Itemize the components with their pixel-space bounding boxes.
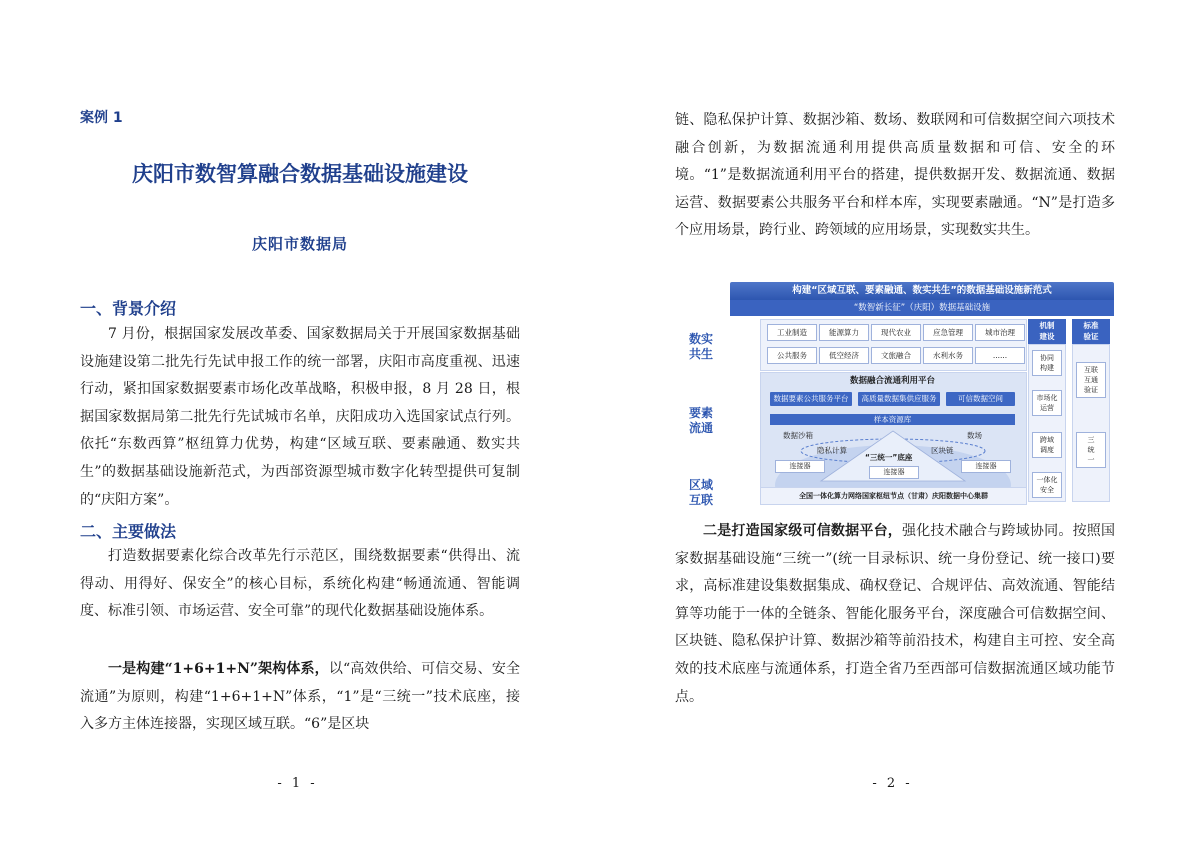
standard-item: 三 统 一	[1076, 432, 1106, 468]
point-one-paragraph	[80, 656, 520, 739]
mechanism-item: 跨域 调度	[1032, 432, 1062, 458]
app-scenario: 城市治理	[975, 324, 1025, 341]
mechanism-item: 一体化 安全	[1032, 472, 1062, 498]
point-one-lead: 一是构建“1+6+1+N”架构体系，	[108, 661, 329, 677]
base-bar: 全国一体化算力网络国家枢纽节点（甘肃）庆阳数据中心集群	[760, 487, 1027, 505]
app-scenario: 应急管理	[923, 324, 973, 341]
app-scenario: 低空经济	[819, 347, 869, 364]
app-scenario: 现代农业	[871, 324, 921, 341]
section-heading-background: 一、背景介绍	[80, 299, 177, 318]
tech-base: “三统一”底座	[865, 453, 913, 462]
architecture-diagram	[675, 282, 1115, 514]
case-label: 案例 1	[80, 110, 123, 126]
point-two-paragraph	[675, 518, 1115, 711]
layer-label-circulation: 要素 流通	[688, 406, 713, 435]
column-header-mechanism: 机制 建设	[1028, 319, 1066, 344]
connector-box: 连接器	[961, 460, 1011, 473]
document-title: 庆阳市数智算融合数据基础设施建设	[132, 162, 468, 186]
point-two-text: 强化技术融合与跨域协同。按照国家数据基础设施“三统一”(统一目录标识、统一身份登记、统一接口)要求，高标准建设集数据集成、确权登记、合规评估、高效流通、智能结算等功能于一体的全链条、智能化服务平台，深度融合可信数据空间、区块链、隐私保护计算、数据沙箱等前沿技术，构建自主可控、安全高效的技术底座与流通体系，打造全省乃至西部可信数据流通区域功能节点。	[675, 523, 1115, 705]
app-scenario: 工业制造	[767, 324, 817, 341]
tech-blockchain: 区块链	[931, 446, 954, 455]
page-2	[595, 0, 1190, 841]
approach-paragraph: 打造数据要素化综合改革先行示范区，围绕数据要素“供得出、流得动、用得好、保安全”的核心目标，系统化构建“畅通流通、智能调度、标准引领、市场运营、安全可靠”的现代化数据基础设施体系。	[80, 548, 520, 620]
diagram-subheader: “数智新长征”（庆阳）数据基础设施	[730, 300, 1114, 316]
column-header-standard: 标准 验证	[1072, 319, 1110, 344]
mechanism-item: 市场化 运营	[1032, 390, 1062, 416]
tech-privacy-computing: 隐私计算	[817, 446, 847, 455]
app-scenario: 水利水务	[923, 347, 973, 364]
author: 庆阳市数据局	[251, 235, 348, 253]
background-paragraph: 7 月份，根据国家发展改革委、国家数据局关于开展国家数据基础设施建设第二批先行先试申报工作的统一部署，庆阳市高度重视、迅速行动，紧扣国家数据要素市场化改革战略，积极申报，8 月 28 日，根据国家数据局第二批先行先试城市名单，庆阳成功入选国家试点行列。依托“东数西算”枢纽算力优势，构建“区域互联、要素融通、数实共生”的数据基础设施新范式，为西部资源型城市数字化转型提供可复制的“庆阳方案”。	[80, 326, 520, 508]
app-scenario: 文旅融合	[871, 347, 921, 364]
point-two-lead: 二是打造国家级可信数据平台，	[703, 523, 902, 539]
layer-label-interconnect: 区域 互联	[688, 478, 713, 507]
app-scenario: 能源算力	[819, 324, 869, 341]
service-box: 高质量数据集供应服务	[858, 392, 940, 406]
service-box: 数据要素公共服务平台	[770, 392, 852, 406]
diagram-header: 构建“区域互联、要素融通、数实共生”的数据基础设施新范式	[730, 282, 1114, 300]
continued-paragraph: 链、隐私保护计算、数据沙箱、数场、数联网和可信数据空间六项技术融合创新，为数据流通利用提供高质量数据和可信、安全的环境。“1”是数据流通利用平台的搭建，提供数据开发、数据流通、数据运营、数据要素公共服务平台和样本库，实现要素融通。“N”是打造多个应用场景，跨行业、跨领域的应用场景，实现数实共生。	[675, 112, 1115, 239]
layer-label-symbiosis: 数实 共生	[688, 332, 713, 361]
platform-title: 数据融合流通利用平台	[849, 376, 935, 386]
connector-box: 连接器	[775, 460, 825, 473]
tech-data-field: 数场	[967, 431, 982, 440]
app-scenario: 公共服务	[767, 347, 817, 364]
service-box: 可信数据空间	[946, 392, 1015, 406]
point-one-text: 以“高效供给、可信交易、安全流通”为原则，构建“1+6+1+N”体系，“1”是“三统一”技术底座，接入多方主体连接器，实现区域互联。“6”是区块	[80, 661, 520, 733]
section-heading-approach: 二、主要做法	[80, 522, 177, 541]
tech-sandbox: 数据沙箱	[783, 431, 813, 440]
mechanism-item: 协同 构建	[1032, 350, 1062, 376]
page-number: - 1 -	[277, 776, 318, 791]
connector-box: 连接器	[869, 466, 919, 479]
standard-item: 互联 互通 验证	[1076, 362, 1106, 398]
app-scenario: ......	[975, 347, 1025, 364]
page-number: - 2 -	[872, 776, 913, 791]
sample-library: 样本资源库	[770, 414, 1015, 425]
